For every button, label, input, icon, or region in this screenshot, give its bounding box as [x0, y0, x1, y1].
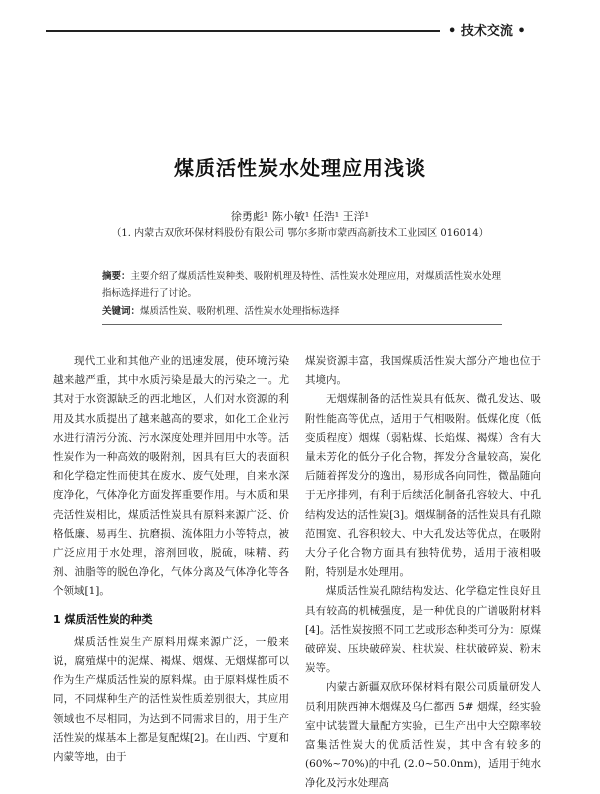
intro-paragraph: 现代工业和其他产业的迅速发展，使环境污染越来越严重，其中水质污染是最大的污染之一。尤其对于水资源缺乏的西北地区，人们对水资源的利用及其水质提出了越来越高的要求，如化工企业污水进行清污分流、污水深度处理并回用中水等。活性炭作为一种高效的吸附剂，因具有巨大的表面积和化学稳定性而使其在废水、废气处理，自来水深度净化，气体净化方面发挥重要作用。与木质和果壳活性炭相比，煤质活性炭具有原料来源广泛、价格低廉、易再生、抗磨损、流体阻力小等特点，被广泛应用于水处理，溶剂回收，脱硫，味精、药剂、油脂等的脱色净化，气体分离及气体净化等各个领域[1]。 [53, 355, 289, 598]
keywords [102, 305, 502, 319]
affiliation: （1. 内蒙古双欣环保材料股份有限公司 鄂尔多斯市蒙西高新技术工业园区 016014） [111, 228, 489, 239]
right-column [305, 352, 541, 794]
continued-paragraph: 煤炭资源丰富，我国煤质活性炭大部分产地也位于其境内。 [305, 355, 541, 387]
section-paragraph: 煤质活性炭生产原料用煤来源广泛，一般来说，腐殖煤中的泥煤、褐煤、烟煤、无烟煤都可以作为生产煤质活性炭的原料煤。由于原料煤性质不同，不同煤种生产的活性炭性质差别很大，其应用领域也不尽相同，为达到不同需求目的，用于生产活性炭的煤基本上都是复配煤[2]。在山西、宁夏和内蒙等地，由于 [53, 635, 289, 764]
body-paragraph: 煤质活性炭孔隙结构发达、化学稳定性良好且具有较高的机械强度，是一种优良的广谱吸附材料[4]。活性炭按照不同工艺或形态种类可分为：原煤破碎炭、压块破碎炭、柱状炭、柱状破碎炭、粉末炭等。 [305, 585, 541, 675]
keywords-text: 煤质活性炭、吸附机理、活性炭水处理指标选择 [140, 306, 340, 317]
body-paragraph: 无烟煤制备的活性炭具有低灰、微孔发达、吸附性能高等优点，适用于气相吸附。低煤化度（低变质程度）烟煤（弱粘煤、长焰煤、褐煤）含有大量未芳化的低分子化合物，挥发分含量较高，炭化后随着挥发分的逸出，易形成各向同性，微晶随向于无序排列，有利于后续活化制备孔容较大、中孔结构发达的活性炭[3]。烟煤制备的活性炭具有孔隙范围宽、孔容积较大、中大孔发达等优点，在吸附大分子化合物方面具有独特优势，适用于液相吸附，特别是水处理用。 [305, 393, 541, 579]
abstract [102, 268, 502, 302]
abstract-label: 摘要： [102, 271, 131, 282]
left-column [53, 352, 289, 767]
header-rule [46, 30, 440, 32]
keywords-rule [102, 324, 502, 325]
keywords-label: 关键词： [102, 306, 141, 317]
section-label: • 技术交流 • [448, 24, 526, 39]
authors: 徐勇彪¹ 陈小敏¹ 任浩¹ 王洋¹ [230, 210, 370, 223]
article-title: 煤质活性炭水处理应用浅谈 [174, 156, 426, 180]
body-paragraph: 内蒙古新疆双欣环保材料有限公司质量研发人员利用陕西神木烟煤及乌仁都西 5# 烟煤，经实验室中试装置大量配方实验，已生产出中大空隙率较富集活性炭大的优质活性炭，其中含有较多的(60%~70%)的中孔 (2.0~50.0nm)，适用于纯水净化及污水处理高 [305, 681, 541, 790]
section-heading: 1 煤质活性炭的种类 [53, 612, 153, 626]
abstract-text: 主要介绍了煤质活性炭种类、吸附机理及特性、活性炭水处理应用，对煤质活性炭水处理指标选择进行了讨论。 [102, 271, 502, 299]
